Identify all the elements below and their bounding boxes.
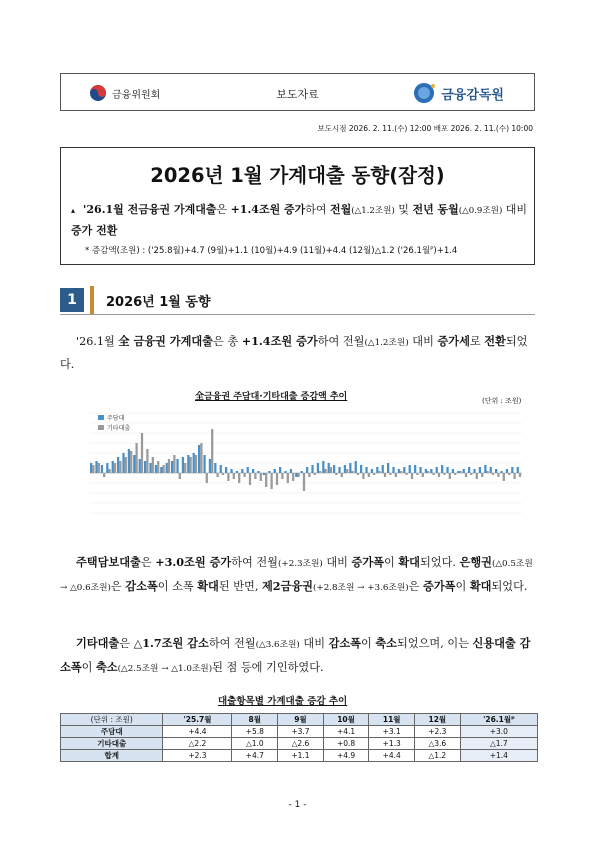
bar-other bbox=[146, 449, 148, 473]
text-run: 되었다. bbox=[419, 556, 460, 569]
text-run: 은 bbox=[408, 580, 424, 593]
bar-mortgage bbox=[236, 471, 238, 473]
text-run: 전월 bbox=[330, 203, 352, 216]
bar-mortgage bbox=[284, 471, 286, 473]
text-run: 하여 전월 bbox=[231, 556, 278, 569]
bullet-marker: ▴ bbox=[71, 206, 76, 215]
bar-mortgage bbox=[279, 467, 281, 473]
bar-mortgage bbox=[403, 467, 405, 473]
bar-mortgage bbox=[376, 467, 378, 473]
bar-mortgage bbox=[457, 471, 459, 473]
text-run: 되었으며, 이는 bbox=[396, 637, 473, 650]
bar-other bbox=[341, 473, 343, 477]
text-run: (△0.5조원 → △0.6조원) bbox=[60, 559, 533, 593]
text-run: 신용대출 감소폭 bbox=[60, 636, 531, 674]
row-label: 합계 bbox=[61, 750, 163, 762]
page-number: - 1 - bbox=[288, 800, 307, 810]
bar-mortgage bbox=[128, 449, 130, 473]
bar-other bbox=[281, 473, 283, 479]
table-column-header: '26.1월ᴾ bbox=[460, 714, 537, 726]
table-cell: +3.0 bbox=[460, 726, 537, 738]
bar-other bbox=[503, 473, 505, 481]
bar-other bbox=[346, 469, 348, 473]
text-run: 확대 bbox=[398, 555, 420, 569]
text-run: 전환 bbox=[484, 334, 506, 348]
text-run: 증가폭 bbox=[351, 555, 384, 569]
release-time: 보도시점 2026. 2. 11.(수) 12:00 배포 2026. 2. 11.(수) 10:00 bbox=[317, 124, 533, 133]
table-row bbox=[61, 726, 538, 738]
text-run: '26.1월 전금융권 가계대출 bbox=[83, 203, 217, 216]
table-cell: +0.8 bbox=[323, 738, 369, 750]
table-cell: +4.7 bbox=[232, 750, 278, 762]
bar-other bbox=[135, 443, 137, 473]
text-run: 은 bbox=[216, 203, 231, 216]
text-run: 대비 bbox=[299, 637, 329, 650]
bar-mortgage bbox=[365, 467, 367, 473]
paragraph-mortgage bbox=[60, 551, 538, 599]
summary-note: * 증감액(조원) : ('25.8월)+4.7 (9월)+1.1 (10월)+4.9 (11월)+4.4 (12월)△1.2 ('26.1월ᴾ)+1.4 bbox=[85, 246, 458, 256]
paragraph-other-loans bbox=[60, 632, 538, 680]
bar-other bbox=[211, 429, 213, 473]
table-body bbox=[61, 726, 538, 762]
press-header-box bbox=[60, 73, 535, 111]
bar-mortgage bbox=[209, 459, 211, 473]
text-run: +1.4조원 증가 bbox=[230, 203, 306, 216]
bar-other bbox=[324, 469, 326, 473]
bar-mortgage bbox=[468, 467, 470, 473]
bar-other bbox=[492, 473, 494, 475]
paragraph-total bbox=[60, 330, 538, 376]
text-run: 된 반면, bbox=[218, 580, 262, 593]
summary-bullet bbox=[71, 200, 531, 241]
bar-other bbox=[330, 467, 332, 473]
bar-mortgage bbox=[387, 463, 389, 473]
text-run: (+2.8조원 → +3.6조원) bbox=[312, 583, 409, 593]
bar-mortgage bbox=[241, 469, 243, 473]
bar-mortgage bbox=[268, 471, 270, 473]
text-run: 대비 bbox=[502, 203, 528, 216]
bar-mortgage bbox=[409, 465, 411, 473]
document-title: 2026년 1월 가계대출 동향(잠정) bbox=[150, 164, 445, 187]
bar-mortgage bbox=[490, 467, 492, 473]
bar-mortgage bbox=[328, 463, 330, 473]
section-divider bbox=[60, 314, 535, 315]
text-run: 대비 bbox=[408, 335, 438, 348]
text-run: 주택담보대출 bbox=[76, 555, 141, 569]
text-run: 은 bbox=[110, 580, 126, 593]
text-run: 확대 bbox=[469, 579, 492, 593]
bar-mortgage bbox=[517, 467, 519, 473]
bar-other bbox=[265, 473, 267, 487]
table-cell: +1.3 bbox=[369, 738, 415, 750]
bar-other bbox=[125, 457, 127, 473]
text-run: 은 총 bbox=[213, 335, 242, 348]
bar-mortgage bbox=[133, 455, 135, 473]
bar-other bbox=[513, 473, 515, 479]
bar-mortgage bbox=[446, 467, 448, 473]
bar-other bbox=[476, 473, 478, 479]
table-row bbox=[61, 750, 538, 762]
text-run: 감소폭 bbox=[125, 579, 158, 593]
text-run: 全 금융권 가계대출 bbox=[118, 334, 213, 348]
text-run: 되었다. bbox=[60, 335, 528, 371]
bar-other bbox=[459, 471, 461, 473]
table-cell: △2.6 bbox=[278, 738, 324, 750]
loan-change-table bbox=[60, 713, 538, 762]
bar-other bbox=[114, 463, 116, 473]
bar-other bbox=[395, 473, 397, 477]
text-run: 증가세 bbox=[437, 334, 470, 348]
table-cell: +4.9 bbox=[323, 750, 369, 762]
table-column-header: 9월 bbox=[278, 714, 324, 726]
bar-mortgage bbox=[257, 471, 259, 473]
bar-other bbox=[189, 457, 191, 473]
left-org-name: 금융위원회 bbox=[112, 89, 161, 101]
text-run: 이 소폭 bbox=[157, 580, 198, 593]
text-run: 증가 전환 bbox=[71, 224, 118, 237]
table-cell: +1.4 bbox=[460, 750, 537, 762]
bar-mortgage bbox=[220, 465, 222, 473]
bar-other bbox=[481, 473, 483, 477]
bar-mortgage bbox=[317, 463, 319, 473]
text-run: 은행권 bbox=[459, 555, 492, 569]
bar-other bbox=[362, 473, 364, 479]
table-column-header: 12월 bbox=[415, 714, 461, 726]
text-run: 이 bbox=[383, 556, 399, 569]
text-run: 확대 bbox=[197, 579, 219, 593]
press-release-label: 보도자료 bbox=[276, 88, 319, 101]
bar-other bbox=[184, 463, 186, 473]
table-cell: +4.4 bbox=[163, 726, 232, 738]
table-cell: +3.7 bbox=[278, 726, 324, 738]
text-run: 전년 동월 bbox=[412, 203, 459, 216]
text-run: 로 bbox=[469, 335, 485, 348]
text-run: (△1.2조원) bbox=[364, 338, 409, 348]
bar-other bbox=[130, 451, 132, 473]
text-run: △1.7조원 감소 bbox=[133, 636, 209, 650]
legend-swatch bbox=[98, 415, 104, 420]
bar-other bbox=[438, 473, 440, 477]
bar-mortgage bbox=[333, 465, 335, 473]
bar-mortgage bbox=[160, 467, 162, 473]
bar-other bbox=[249, 473, 251, 485]
bar-other bbox=[243, 473, 245, 477]
text-run: +3.0조원 증가 bbox=[155, 555, 232, 569]
bar-other bbox=[98, 463, 100, 473]
bar-other bbox=[384, 473, 386, 477]
bar-mortgage bbox=[101, 465, 103, 473]
bar-other bbox=[297, 473, 299, 477]
bar-mortgage bbox=[106, 463, 108, 473]
bar-other bbox=[157, 461, 159, 473]
bar-mortgage bbox=[463, 469, 465, 473]
bar-other bbox=[276, 473, 278, 485]
bar-mortgage bbox=[301, 471, 303, 473]
bar-other bbox=[141, 433, 143, 473]
text-run: 하여 bbox=[305, 203, 331, 216]
bar-other bbox=[152, 457, 154, 473]
bar-mortgage bbox=[95, 461, 97, 473]
table-cell: △2.2 bbox=[163, 738, 232, 750]
legend-label: 주담대 bbox=[107, 415, 125, 422]
bar-other bbox=[508, 473, 510, 475]
bar-mortgage bbox=[506, 469, 508, 473]
table-cell: +5.8 bbox=[232, 726, 278, 738]
bar-other bbox=[465, 473, 467, 477]
text-run: (△2.5조원 → △1.0조원) bbox=[117, 664, 213, 674]
table-column-header: '25.7월 bbox=[163, 714, 232, 726]
text-run: 은 bbox=[140, 556, 156, 569]
text-run: 대비 bbox=[322, 556, 352, 569]
bar-mortgage bbox=[187, 455, 189, 473]
bar-other bbox=[357, 473, 359, 475]
bar-other bbox=[422, 473, 424, 477]
bar-other bbox=[389, 473, 391, 475]
text-run: 이 bbox=[81, 661, 96, 674]
bar-mortgage bbox=[274, 469, 276, 473]
bar-mortgage bbox=[511, 467, 513, 473]
bar-other bbox=[411, 473, 413, 479]
table-cell: +2.3 bbox=[415, 726, 461, 738]
right-org-name: 금융감독원 bbox=[441, 87, 504, 103]
legend-swatch bbox=[98, 425, 104, 430]
bar-other bbox=[162, 465, 164, 473]
bar-mortgage bbox=[149, 463, 151, 473]
table-cell: +2.3 bbox=[163, 750, 232, 762]
bar-mortgage bbox=[425, 469, 427, 473]
bar-mortgage bbox=[479, 467, 481, 473]
chart-unit: (단위 : 조원) bbox=[482, 397, 522, 405]
bar-mortgage bbox=[166, 463, 168, 473]
bar-mortgage bbox=[203, 455, 205, 473]
section-number: 1 bbox=[60, 288, 84, 312]
text-run: +1.4조원 증가 bbox=[241, 334, 318, 348]
table-header-row bbox=[61, 714, 538, 726]
bar-other bbox=[119, 461, 121, 473]
bar-other bbox=[92, 465, 94, 473]
bar-other bbox=[206, 473, 208, 483]
bar-mortgage bbox=[112, 461, 114, 473]
bar-mortgage bbox=[360, 465, 362, 473]
text-run: 되었다. bbox=[491, 580, 528, 593]
text-run: 하여 전월 bbox=[317, 335, 365, 348]
table-cell: +4.4 bbox=[369, 750, 415, 762]
text-run: (△3.6조원) bbox=[255, 640, 300, 650]
bar-mortgage bbox=[436, 467, 438, 473]
bar-other bbox=[200, 443, 202, 473]
text-run: '26.1월 bbox=[76, 335, 119, 348]
bar-mortgage bbox=[182, 457, 184, 473]
bar-mortgage bbox=[382, 465, 384, 473]
bar-mortgage bbox=[495, 469, 497, 473]
table-cell: △1.0 bbox=[232, 738, 278, 750]
bar-mortgage bbox=[473, 469, 475, 473]
bar-other bbox=[400, 471, 402, 473]
bar-mortgage bbox=[311, 465, 313, 473]
bar-mortgage bbox=[171, 461, 173, 473]
bar-other bbox=[378, 471, 380, 473]
text-run: 하여 전월 bbox=[208, 637, 256, 650]
bar-mortgage bbox=[484, 465, 486, 473]
bar-mortgage bbox=[144, 461, 146, 473]
row-label: 기타대출 bbox=[61, 738, 163, 750]
bar-other bbox=[238, 473, 240, 483]
section-accent-bar bbox=[90, 286, 94, 314]
bar-mortgage bbox=[306, 467, 308, 473]
table-cell: +1.1 bbox=[278, 750, 324, 762]
bar-mortgage bbox=[214, 463, 216, 473]
table-cell: +3.1 bbox=[369, 726, 415, 738]
bar-other bbox=[470, 473, 472, 475]
bar-other bbox=[227, 473, 229, 481]
bar-other bbox=[486, 471, 488, 473]
bar-other bbox=[497, 473, 499, 477]
bar-other bbox=[287, 473, 289, 483]
text-run: (△0.9조원) bbox=[458, 206, 503, 216]
bar-other bbox=[216, 473, 218, 477]
table-column-header: 11월 bbox=[369, 714, 415, 726]
table-cell: △1.2 bbox=[415, 750, 461, 762]
row-label: 주담대 bbox=[61, 726, 163, 738]
bar-mortgage bbox=[452, 469, 454, 473]
bar-other bbox=[195, 455, 197, 473]
bar-mortgage bbox=[225, 467, 227, 473]
bar-mortgage bbox=[176, 459, 178, 473]
bar-mortgage bbox=[392, 467, 394, 473]
fss-dot-logo-icon bbox=[413, 82, 437, 104]
text-run: 기타대출 bbox=[76, 636, 120, 650]
bar-other bbox=[108, 469, 110, 473]
text-run: 및 bbox=[394, 203, 413, 216]
bar-other bbox=[233, 473, 235, 479]
bar-mortgage bbox=[193, 453, 195, 473]
title-box bbox=[60, 147, 535, 265]
text-run: 이 bbox=[455, 580, 470, 593]
bar-mortgage bbox=[247, 467, 249, 473]
bar-mortgage bbox=[398, 469, 400, 473]
text-run: (+2.3조원) bbox=[277, 559, 323, 569]
table-column-header: 8월 bbox=[232, 714, 278, 726]
text-run: 이 bbox=[360, 637, 376, 650]
bar-mortgage bbox=[344, 465, 346, 473]
chart-title: 全금융권 주담대·기타대출 증감액 추이 bbox=[195, 392, 348, 402]
bar-other bbox=[416, 473, 418, 475]
bar-mortgage bbox=[295, 473, 297, 477]
fss-logo-block bbox=[413, 82, 504, 104]
bar-other bbox=[368, 473, 370, 477]
bar-mortgage bbox=[230, 469, 232, 473]
bar-other bbox=[179, 473, 181, 479]
text-run: 제2금융권 bbox=[261, 579, 313, 593]
bar-other bbox=[260, 473, 262, 481]
bar-other bbox=[103, 473, 105, 477]
bar-mortgage bbox=[117, 457, 119, 473]
bar-other bbox=[270, 473, 272, 489]
text-run: 축소 bbox=[96, 660, 118, 674]
bar-other bbox=[427, 471, 429, 473]
table-title: 대출항목별 가계대출 증감 추이 bbox=[218, 696, 348, 707]
bar-other bbox=[319, 471, 321, 473]
bar-other bbox=[454, 473, 456, 475]
bar-mortgage bbox=[371, 469, 373, 473]
bar-other bbox=[292, 473, 294, 481]
bar-mortgage bbox=[263, 473, 265, 475]
bar-other bbox=[254, 473, 256, 479]
text-run: 된 점 등에 기인하였다. bbox=[212, 661, 324, 674]
bar-mortgage bbox=[349, 463, 351, 473]
table-row bbox=[61, 738, 538, 750]
loan-change-chart bbox=[68, 405, 528, 523]
bar-mortgage bbox=[322, 461, 324, 473]
table-cell: +4.1 bbox=[323, 726, 369, 738]
bar-other bbox=[168, 459, 170, 473]
bar-other bbox=[222, 473, 224, 475]
bar-mortgage bbox=[290, 469, 292, 473]
bar-mortgage bbox=[419, 467, 421, 473]
summary-bullet-text bbox=[71, 203, 527, 237]
bar-other bbox=[173, 455, 175, 473]
bar-other bbox=[303, 473, 305, 491]
bar-other bbox=[443, 473, 445, 475]
bar-other bbox=[373, 473, 375, 475]
section-title: 2026년 1월 동향 bbox=[106, 295, 211, 310]
text-run: 증가폭 bbox=[423, 579, 456, 593]
bar-other bbox=[308, 473, 310, 477]
bar-other bbox=[351, 471, 353, 473]
bar-other bbox=[432, 473, 434, 475]
table-cell: △3.6 bbox=[415, 738, 461, 750]
bar-mortgage bbox=[198, 445, 200, 473]
bar-mortgage bbox=[139, 459, 141, 473]
bar-other bbox=[519, 473, 521, 477]
table-column-header: 10월 bbox=[323, 714, 369, 726]
bar-mortgage bbox=[338, 467, 340, 473]
text-run: 축소 bbox=[375, 636, 397, 650]
bar-mortgage bbox=[430, 469, 432, 473]
legend-label: 기타대출 bbox=[107, 425, 131, 432]
bar-other bbox=[405, 473, 407, 475]
bar-other bbox=[314, 473, 316, 475]
bar-mortgage bbox=[500, 471, 502, 473]
text-run: 감소폭 bbox=[328, 636, 361, 650]
bar-other bbox=[449, 473, 451, 479]
bar-mortgage bbox=[355, 461, 357, 473]
bar-other bbox=[335, 473, 337, 475]
bar-mortgage bbox=[155, 465, 157, 473]
table-unit-header: (단위 : 조원) bbox=[61, 714, 163, 726]
bar-mortgage bbox=[414, 465, 416, 473]
bar-mortgage bbox=[252, 469, 254, 473]
text-run: 은 bbox=[119, 637, 134, 650]
table-cell: △1.7 bbox=[460, 738, 537, 750]
bar-mortgage bbox=[122, 453, 124, 473]
bar-mortgage bbox=[441, 465, 443, 473]
bar-mortgage bbox=[90, 463, 92, 473]
text-run: (△1.2조원) bbox=[351, 206, 395, 216]
